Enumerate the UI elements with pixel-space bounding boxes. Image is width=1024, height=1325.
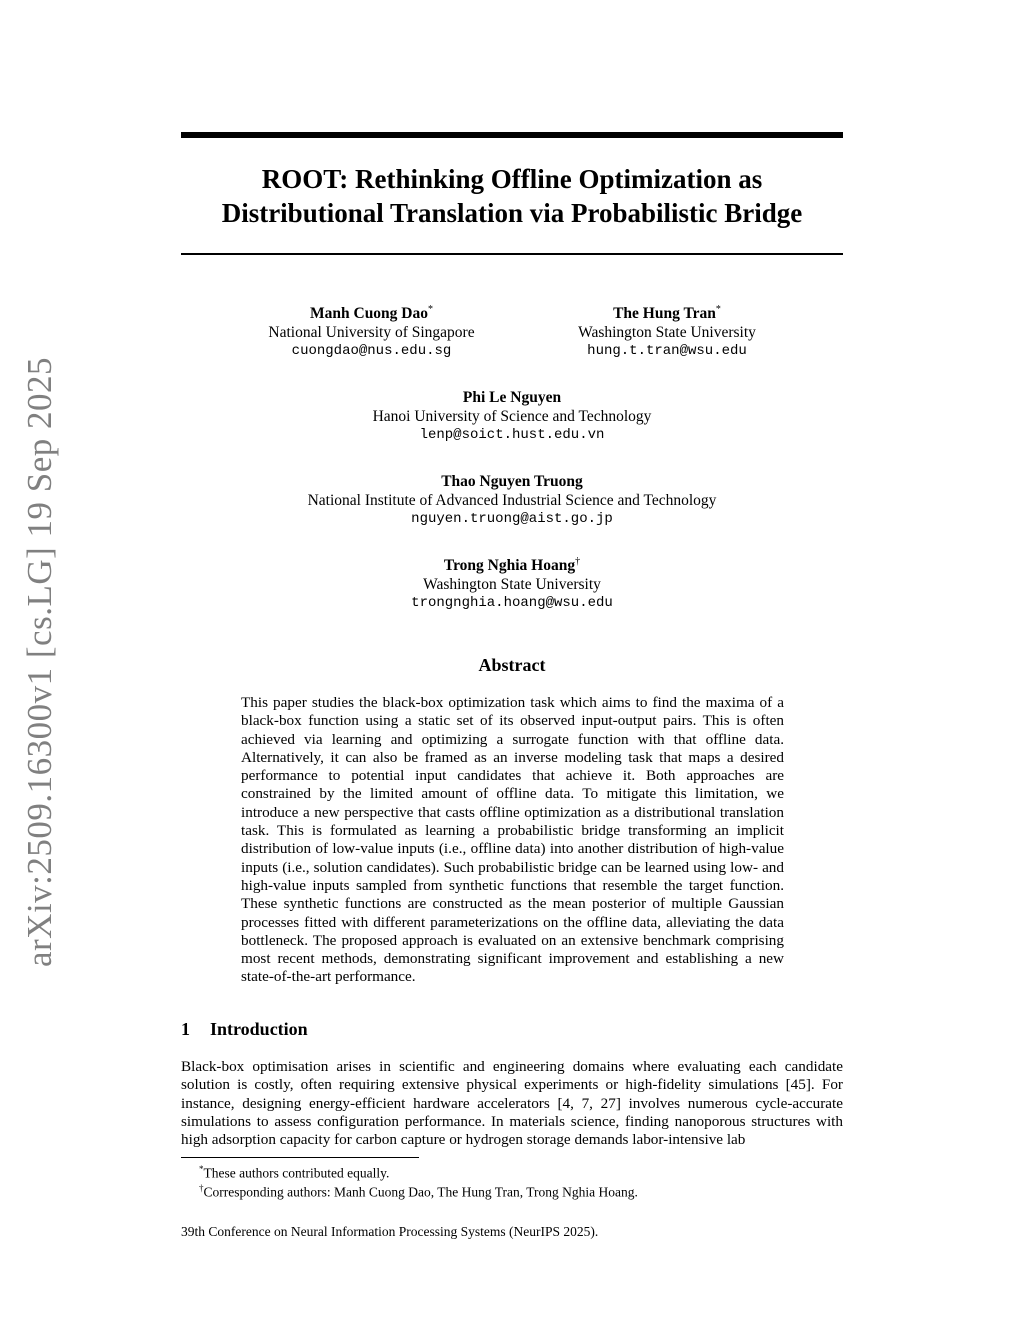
abstract-heading: Abstract [478, 655, 546, 675]
abstract-text: This paper studies the black-box optimization task which aims to find the maxima of a black-box function using a static set of its observed input-output pairs. This is often achieved via learning and optimizing a surrogate function with that offline data. Alternatively, it can also be framed as an inverse modeling task that maps a desired performance to potential input candidates that achieve it. Both approaches are constrained by the limited amount of offline data. To mitigate this limitation, we introduce a new perspective that casts offline optimization as a distributional translation task. This is formulated as learning a probabilistic bridge transforming an implicit distribution of low-value inputs (i.e., offline data) into another distribution of high-value inputs (i.e., solution candidates). Such probabilistic bridge can be learned using low- and high-value inputs sampled from synthetic functions that resemble the target function. These synthetic functions are constructed as the mean posterior of multiple Gaussian processes fitted with different parameterizations on the offline data, alleviating the data bottleneck. The proposed approach is evaluated on an extensive benchmark comprising most recent methods, demonstrating significant improvement and establishing a new state-of-the-art performance. [241, 694, 784, 986]
footnote-rule [181, 1157, 419, 1158]
author-name: Phi Le Nguyen [462, 389, 562, 407]
footnote-mark: † [199, 1183, 204, 1193]
introduction-text: Black-box optimisation arises in scientific and engineering domains where evaluating each candidate solution is costly, often requiring extensive physical experiments or high-fidelity simulations [45]. For instance, designing energy-efficient hardware accelerators [4, 7, 27] involves numerous cycle-accurate simulations to assess configuration performance. In materials science, finding nanoporous structures with high adsorption capacity for carbon capture or hydrogen storage demands labor-intensive lab [181, 1058, 843, 1149]
footnote-mark: * [199, 1164, 204, 1174]
author-email: cuongdao@nus.edu.sg [291, 343, 452, 360]
author-block-1 [231, 300, 512, 361]
author-block-4 [181, 468, 843, 529]
author-email: trongnghia.hoang@wsu.edu [411, 595, 613, 612]
footnote-1 [199, 1161, 389, 1182]
author-name: Thao Nguyen Truong [441, 473, 583, 491]
author-email: nguyen.truong@aist.go.jp [411, 511, 613, 528]
author-email: lenp@soict.hust.edu.vn [419, 427, 605, 444]
section-number: 1 [181, 1019, 190, 1039]
author-affiliation: Washington State University [578, 324, 756, 342]
author-affiliation: Washington State University [423, 576, 601, 594]
author-affiliation: National University of Singapore [268, 324, 475, 342]
author-email: hung.t.tran@wsu.edu [587, 343, 747, 360]
paper-title [181, 162, 843, 230]
paper-title-line-1: ROOT: Rethinking Offline Optimization as [261, 164, 763, 194]
title-rule-top [181, 132, 843, 138]
author-block-3 [181, 384, 843, 445]
footnote-text: Corresponding authors: Manh Cuong Dao, The Hung Tran, Trong Nghia Hoang. [203, 1184, 638, 1200]
author-affiliation: National Institute of Advanced Industrial Science and Technology [307, 492, 717, 510]
author-name: Manh Cuong Dao* [310, 304, 433, 323]
section-title: Introduction [210, 1019, 308, 1039]
author-name: The Hung Tran* [613, 304, 721, 323]
title-rule-bottom [181, 253, 843, 255]
author-name: Trong Nghia Hoang† [443, 556, 581, 575]
author-affiliation: Hanoi University of Science and Technology [372, 408, 652, 426]
paper-title-line-2: Distributional Translation via Probabilistic Bridge [221, 198, 803, 228]
author-block-5 [181, 552, 843, 613]
arxiv-stamp-text: arXiv:2509.16300v1 [cs.LG] 19 Sep 2025 [20, 356, 59, 968]
section-heading [181, 1018, 843, 1040]
author-block-2 [531, 300, 803, 361]
footnote-text: These authors contributed equally. [203, 1165, 390, 1181]
conference-note: 39th Conference on Neural Information Processing Systems (NeurIPS 2025). [181, 1224, 599, 1239]
footnote-2 [199, 1180, 638, 1201]
